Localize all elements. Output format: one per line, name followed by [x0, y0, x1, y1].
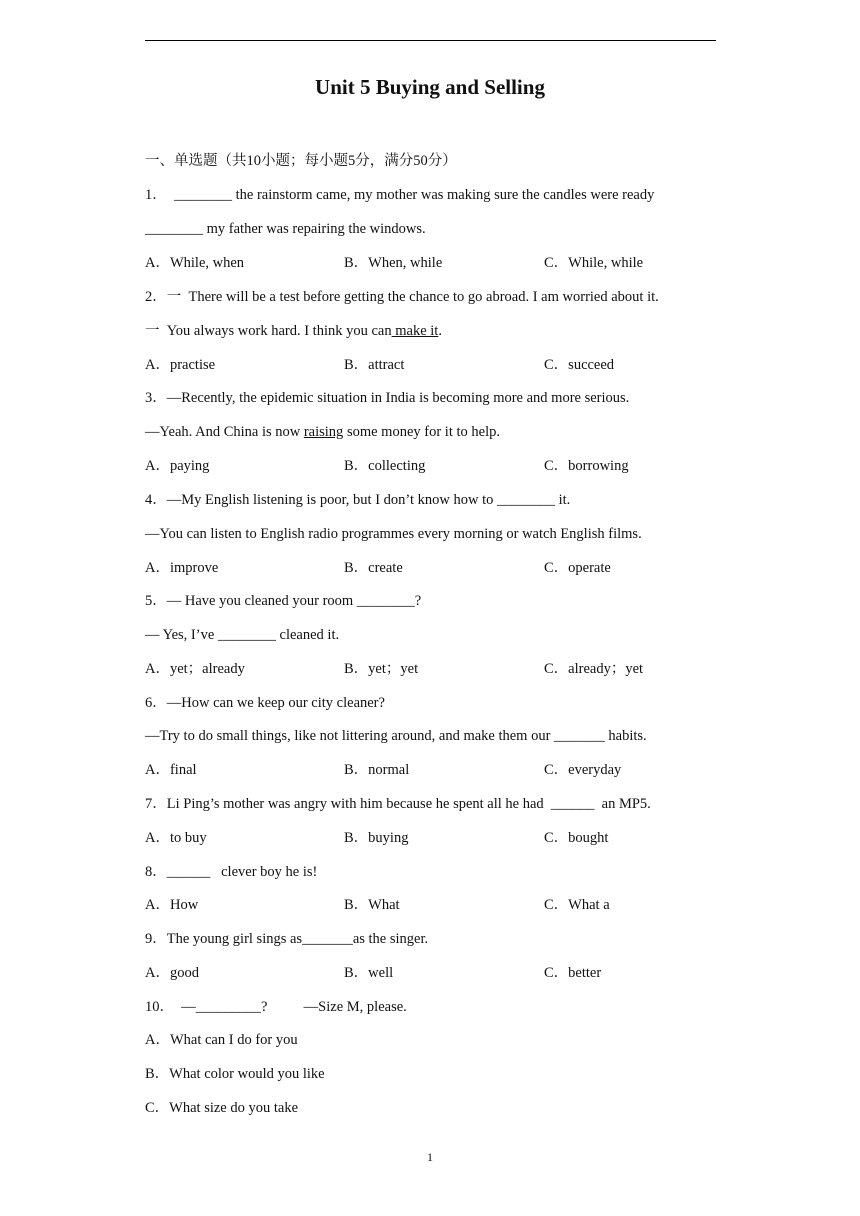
q3-option-b: B．collecting — [344, 458, 426, 474]
q8-option-a: A．How — [145, 897, 199, 913]
q7-option-b: B．buying — [344, 830, 409, 846]
q9-option-c: C．better — [544, 965, 602, 981]
q10-option-c: C．What size do you take — [145, 1100, 299, 1116]
q4-stem-line2: —You can listen to English radio programmes every morning or watch English films. — [145, 526, 642, 542]
q2-line2-end: . — [438, 323, 442, 339]
q2-stem-line1: 2．一 There will be a test before getting the chance to go abroad. I am worried about it. — [145, 289, 659, 305]
q9-option-a: A．good — [145, 965, 199, 981]
q5-option-a: A．yet；already — [145, 661, 245, 677]
q6-option-a: A．final — [145, 762, 197, 778]
q5-stem-line2: — Yes, I’ve ________ cleaned it. — [145, 627, 340, 643]
q5-stem-line1: 5．— Have you cleaned your room ________? — [145, 593, 422, 609]
q7-option-c: C．bought — [544, 830, 609, 846]
q6-option-c: C．everyday — [544, 762, 622, 778]
q2-option-c: C．succeed — [544, 357, 615, 373]
q8-option-b: B．What — [344, 897, 400, 913]
q3-stem-line1: 3．—Recently, the epidemic situation in India is becoming more and more serious. — [145, 390, 630, 406]
q2-line2-text: 一 You always work hard. I think you can — [145, 323, 392, 339]
q7-stem: 7．Li Ping’s mother was angry with him because he spent all he had ______ an MP5. — [145, 796, 651, 812]
section-heading: 一、单选题（共10小题；每小题5分，满分50分） — [145, 153, 457, 169]
q6-stem-line2: —Try to do small things, like not littering around, and make them our _______ habits. — [145, 728, 647, 744]
q9-option-b: B．well — [344, 965, 394, 981]
q4-option-b: B．create — [344, 560, 403, 576]
q1-stem-line2: ________ my father was repairing the windows. — [145, 221, 426, 237]
page-number: 1 — [427, 1150, 433, 1164]
header-rule — [145, 40, 716, 41]
q3-underlined-word: raising — [303, 424, 344, 440]
q10-option-a: A．What can I do for you — [145, 1032, 298, 1048]
q5-option-c: C．already；yet — [544, 661, 644, 677]
q4-option-c: C．operate — [544, 560, 611, 576]
q6-option-b: B．normal — [344, 762, 410, 778]
q3-option-a: A．paying — [145, 458, 210, 474]
q2-underlined-phrase: make it — [391, 323, 439, 339]
q4-stem-line1: 4．—My English listening is poor, but I don’t know how to ________ it. — [145, 492, 571, 508]
q8-stem: 8．______ clever boy he is! — [145, 864, 318, 880]
q7-option-a: A．to buy — [145, 830, 207, 846]
q6-stem-line1: 6．—How can we keep our city cleaner? — [145, 695, 385, 711]
q1-stem-line1: 1． ________ the rainstorm came, my mother was making sure the candles were ready — [145, 187, 655, 203]
q2-stem-line2 — [145, 322, 442, 340]
q5-option-b: B．yet；yet — [344, 661, 419, 677]
q2-option-b: B．attract — [344, 357, 405, 373]
q3-stem-line2 — [145, 423, 500, 441]
q3-option-c: C．borrowing — [544, 458, 629, 474]
q3-line2-end: some money for it to help. — [343, 424, 500, 440]
page-title: Unit 5 Buying and Selling — [315, 75, 545, 99]
q1-option-c: C．While, while — [544, 255, 644, 271]
q3-line2-text: —Yeah. And China is now — [145, 424, 304, 440]
q9-stem: 9．The young girl sings as_______as the singer. — [145, 931, 429, 947]
q8-option-c: C．What a — [544, 897, 610, 913]
q1-option-b: B．When, while — [344, 255, 443, 271]
q4-option-a: A．improve — [145, 560, 219, 576]
q2-option-a: A．practise — [145, 357, 216, 373]
q10-option-b: B．What color would you like — [145, 1066, 325, 1082]
q1-option-a: A．While, when — [145, 255, 245, 271]
q10-stem: 10． —_________? —Size M, please. — [145, 999, 407, 1015]
